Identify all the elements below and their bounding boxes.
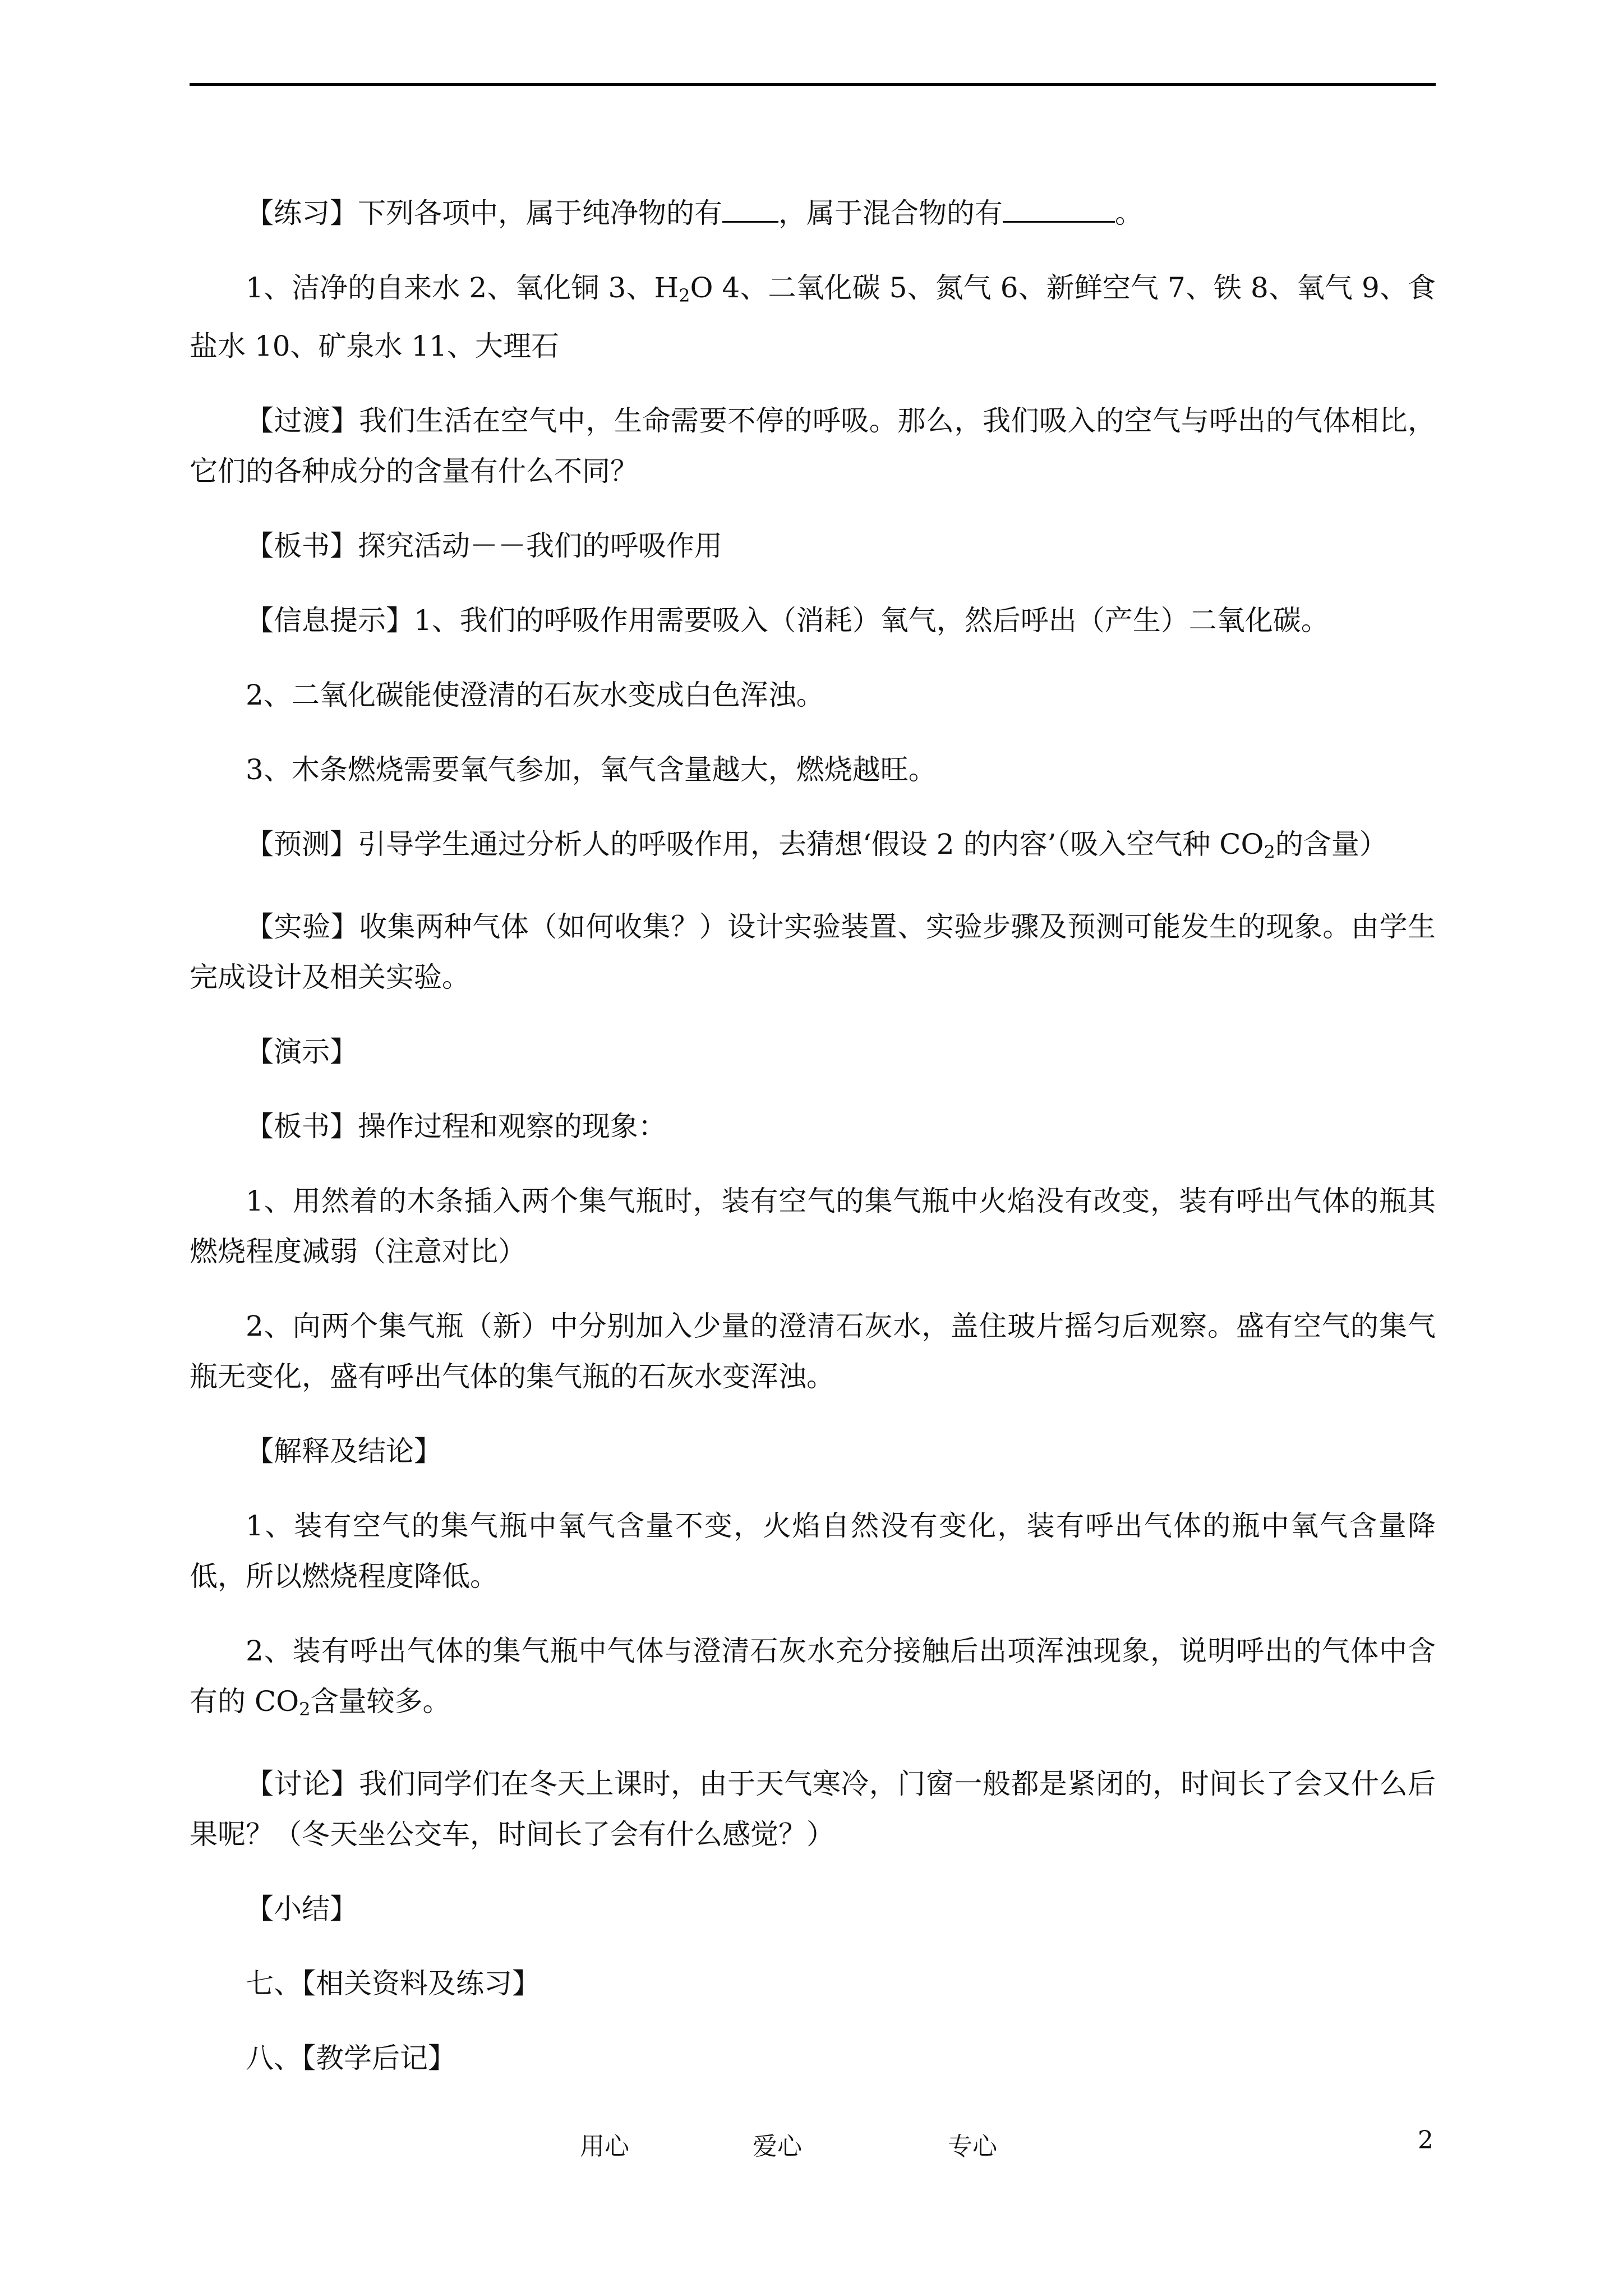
info-tip-2: 2、二氧化碳能使澄清的石灰水变成白色浑浊。 bbox=[246, 679, 824, 711]
info-tip-3: 3、木条燃烧需要氧气参加，氧气含量越大，燃烧越旺。 bbox=[246, 753, 937, 786]
info-tip: 【信息提示】1、我们的呼吸作用需要吸入（消耗）氧气，然后呼出（产生）二氧化碳。 bbox=[246, 604, 1329, 637]
exercise-text-1: 【练习】下列各项中，属于纯净物的有 bbox=[246, 197, 722, 229]
prediction-text-1: 【预测】引导学生通过分析人的呼吸作用，去猜想‘假设 2 的内容’（吸入空气种 CO bbox=[246, 828, 1264, 861]
exercise-text-3: 。 bbox=[1115, 197, 1143, 229]
footer-word-3: 专心 bbox=[948, 2132, 997, 2161]
substance-list bbox=[190, 263, 1436, 371]
section-seven-heading: 七、【相关资料及练习】 bbox=[246, 1967, 540, 2000]
conclusion-2-text-2: 含量较多。 bbox=[310, 1685, 451, 1718]
exercise-paragraph bbox=[190, 188, 1436, 238]
summary-heading: 【小结】 bbox=[246, 1893, 358, 1925]
substance-list-text-2: O 4、二氧化碳 5、氮气 6、新鲜空气 7、铁 8、氧气 9、食盐水 10、矿泉水 11、大理石 bbox=[190, 272, 1436, 362]
transition-paragraph: 【过渡】我们生活在空气中，生命需要不停的呼吸。那么，我们吸入的空气与呼出的气体相比，它们的各种成分的含量有什么不同？ bbox=[190, 404, 1436, 487]
prediction-paragraph bbox=[190, 819, 1436, 877]
document-body bbox=[190, 188, 1436, 2108]
demo-heading: 【演示】 bbox=[246, 1036, 358, 1068]
observation-2: 2、向两个集气瓶（新）中分别加入少量的澄清石灰水，盖住玻片摇匀后观察。盛有空气的集气瓶无变化，盛有呼出气体的集气瓶的石灰水变浑浊。 bbox=[190, 1310, 1436, 1393]
answer-blank-pure bbox=[722, 190, 778, 223]
footer-word-1: 用心 bbox=[580, 2132, 629, 2161]
header-rule bbox=[190, 83, 1436, 86]
section-eight-heading: 八、【教学后记】 bbox=[246, 2042, 456, 2074]
board-note-2: 【板书】操作过程和观察的现象： bbox=[246, 1110, 666, 1143]
page-footer bbox=[0, 2126, 1623, 2165]
conclusion-1: 1、装有空气的集气瓶中氧气含量不变，火焰自然没有变化，装有呼出气体的瓶中氧气含量降低，所以燃烧程度降低。 bbox=[190, 1510, 1436, 1593]
observation-1: 1、用然着的木条插入两个集气瓶时，装有空气的集气瓶中火焰没有改变，装有呼出气体的瓶其燃烧程度减弱（注意对比） bbox=[190, 1185, 1436, 1268]
subscript: 2 bbox=[299, 1699, 311, 1720]
subscript: 2 bbox=[1264, 841, 1275, 863]
conclusion-2 bbox=[190, 1626, 1436, 1734]
answer-blank-mixture bbox=[1003, 190, 1115, 223]
page-number: 2 bbox=[1418, 2126, 1433, 2155]
conclusion-2-text-1: 2、装有呼出气体的集气瓶中气体与澄清石灰水充分接触后出项浑浊现象，说明呼出的气体中含有的 CO bbox=[190, 1635, 1436, 1718]
exercise-text-2: ，属于混合物的有 bbox=[778, 197, 1003, 229]
experiment-paragraph: 【实验】收集两种气体（如何收集？）设计实验装置、实验步骤及预测可能发生的现象。由学生完成设计及相关实验。 bbox=[190, 910, 1436, 993]
discussion-paragraph: 【讨论】我们同学们在冬天上课时，由于天气寒冷，门窗一般都是紧闭的，时间长了会又什么后果呢？（冬天坐公交车，时间长了会有什么感觉？） bbox=[190, 1768, 1436, 1851]
prediction-text-2: 的含量） bbox=[1275, 828, 1387, 861]
subscript: 2 bbox=[679, 285, 690, 306]
conclusion-heading: 【解释及结论】 bbox=[246, 1435, 442, 1467]
substance-list-text-1: 1、洁净的自来水 2、氧化铜 3、H bbox=[246, 272, 679, 304]
board-note-1: 【板书】探究活动－－我们的呼吸作用 bbox=[246, 530, 722, 562]
footer-word-2: 爱心 bbox=[753, 2132, 802, 2161]
